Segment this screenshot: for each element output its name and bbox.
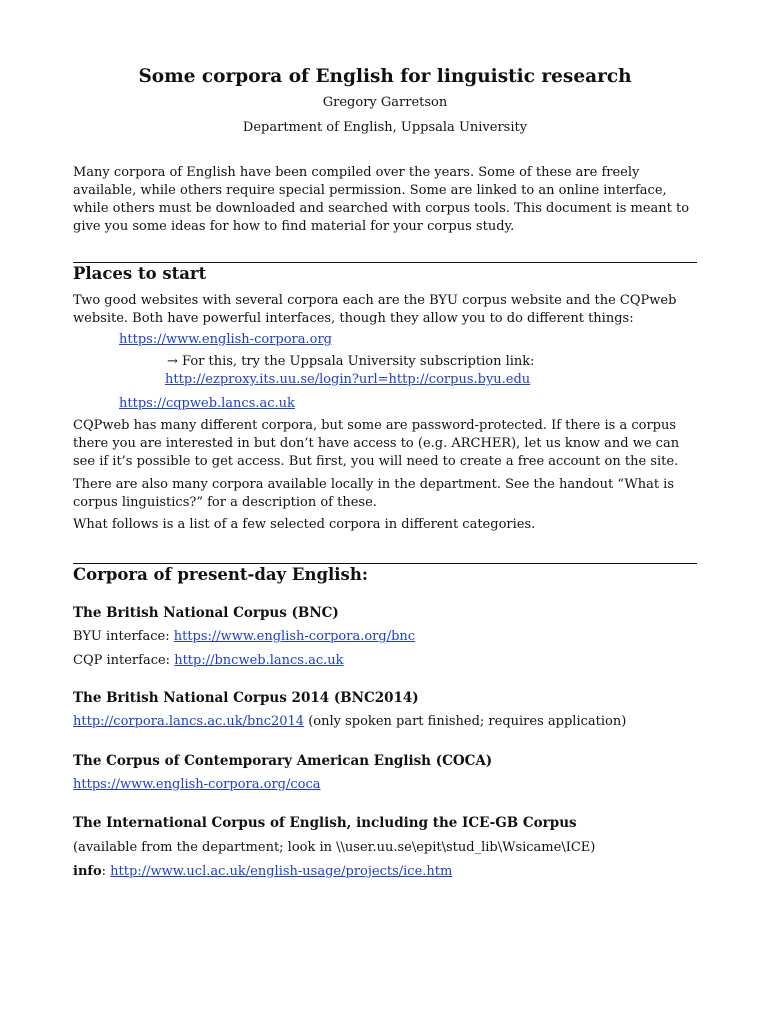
cqpweb-link[interactable]: https://cqpweb.lancs.ac.uk — [119, 396, 295, 411]
cqpweb-paragraph: CQPweb has many different corpora, but some are password-protected. If there is a corpus there you are interested in but don’t have access to (e.g. ARCHER), let us know and we can see if it’s possible to get access. But first, you will need to create a free account on the site. — [73, 418, 680, 469]
ezproxy-link[interactable]: http://ezproxy.its.uu.se/login?url=http://corpus.byu.edu — [165, 372, 531, 387]
bnc-title: The British National Corpus (BNC) — [73, 605, 339, 621]
bnc2014-link[interactable]: http://corpora.lancs.ac.uk/bnc2014 — [73, 714, 305, 729]
places-paragraph: Two good websites with several corpora each are the BYU corpus website and the CQPweb website. Both have powerful interfaces, though they allow you to do different things: — [73, 293, 677, 326]
ice-title: The International Corpus of English, including the ICE-GB Corpus — [73, 815, 577, 831]
section-rule — [73, 262, 697, 263]
subscription-note — [167, 354, 535, 369]
arrow-right-icon: → — [167, 354, 178, 369]
bnc-byu-link[interactable]: https://www.english-corpora.org/bnc — [173, 629, 416, 644]
link-line — [119, 332, 332, 347]
heading-places-to-start: Places to start — [73, 264, 207, 283]
bnc-byu-line — [73, 629, 415, 644]
bnc2014-note: (only spoken part finished; requires application) — [304, 714, 627, 729]
bnc-cqp-line — [73, 653, 344, 668]
bnc2014-title: The British National Corpus 2014 (BNC2014) — [73, 690, 419, 706]
subscription-note-text: For this, try the Uppsala University subscription link: — [177, 354, 535, 369]
author-name: Gregory Garretson — [322, 95, 448, 110]
ice-note: (available from the department; look in \\user.uu.se\epit\stud_lib\Wsicame\ICE) — [73, 840, 596, 855]
ice-info-line — [73, 864, 452, 879]
coca-line — [73, 777, 321, 792]
ice-info-separator: : — [101, 864, 111, 879]
local-corpora-paragraph: There are also many corpora available locally in the department. See the handout “What is corpus linguistics?” for a description of these. — [73, 477, 675, 510]
list-intro-paragraph: What follows is a list of a few selected corpora in different categories. — [73, 517, 536, 532]
coca-link[interactable]: https://www.english-corpora.org/coca — [73, 777, 321, 792]
coca-title: The Corpus of Contemporary American English (COCA) — [73, 753, 493, 769]
intro-paragraph: Many corpora of English have been compiled over the years. Some of these are freely available, while others require special permission. Some are linked to an online interface, while others must be downloaded and searched with corpus tools. This document is meant to give you some ideas for how to find material for your corpus study. — [73, 165, 690, 234]
bnc2014-line — [73, 714, 626, 729]
department-name: Department of English, Uppsala University — [242, 120, 528, 135]
link-line — [165, 372, 530, 387]
bnc-cqp-link[interactable]: http://bncweb.lancs.ac.uk — [174, 653, 344, 668]
ice-info-link[interactable]: http://www.ucl.ac.uk/english-usage/projects/ice.htm — [110, 864, 453, 879]
ice-info-label: info — [73, 864, 102, 879]
bnc-cqp-label: CQP interface: — [73, 653, 175, 668]
section-rule — [73, 563, 697, 564]
english-corpora-link[interactable]: https://www.english-corpora.org — [119, 332, 332, 347]
heading-present-day-english: Corpora of present-day English: — [73, 565, 368, 584]
document-title: Some corpora of English for linguistic research — [138, 66, 632, 87]
link-line — [119, 396, 295, 411]
bnc-byu-label: BYU interface: — [73, 629, 174, 644]
